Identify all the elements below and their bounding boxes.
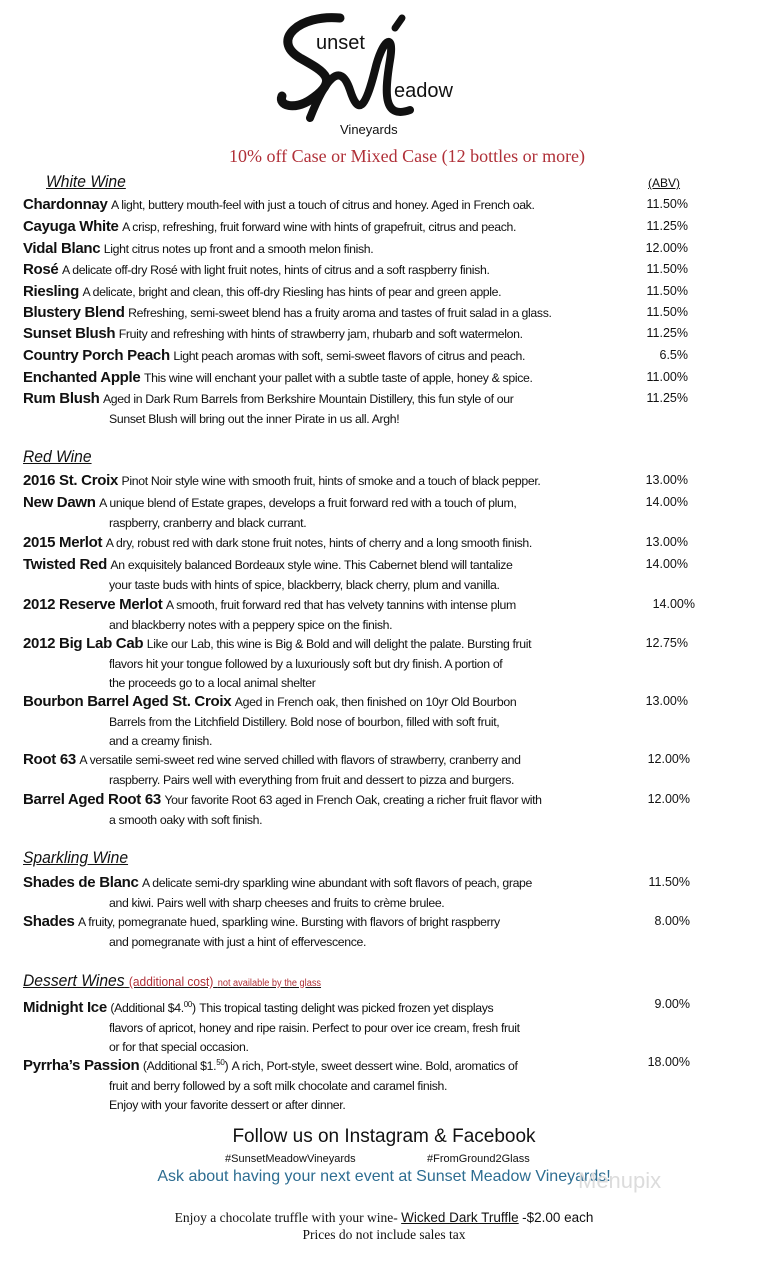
wine-description: Light peach aromas with soft, semi-sweet flavors of citrus and peach.: [173, 349, 526, 363]
wine-abv: 11.50%: [646, 284, 688, 298]
wine-item-line: [23, 217, 723, 238]
wine-description: Like our Lab, this wine is Big & Bold and will delight the palate. Bursting fruit: [146, 637, 532, 651]
wine-name: Pyrrha’s Passion: [23, 1057, 140, 1075]
wine-name: Chardonnay: [23, 196, 108, 213]
wine-abv: 12.75%: [645, 636, 688, 650]
wine-description-continued: Sunset Blush will bring out the inner Pirate in us all. Argh!: [109, 411, 400, 426]
wine-name: Country Porch Peach: [23, 347, 170, 364]
wine-description: A unique blend of Estate grapes, develops a fruit forward red with a touch of plum,: [99, 496, 517, 510]
wine-description: A smooth, fruit forward red that has velvety tannins with intense plum: [165, 598, 516, 612]
wine-item: [23, 595, 723, 635]
wine-item: [23, 493, 723, 533]
wine-description-continued: raspberry. Pairs well with everything from fruit and dessert to pizza and burgers.: [109, 772, 515, 787]
price-cents: 00: [183, 1000, 192, 1009]
price-prefix: (Additional $4.: [110, 1001, 184, 1016]
wine-item: [23, 750, 723, 790]
wine-description-continued: flavors hit your tongue followed by a luxuriously soft but dry finish. A portion of: [109, 656, 503, 671]
wine-name: Twisted Red: [23, 556, 107, 573]
wine-item: [23, 324, 723, 345]
wine-item: [23, 873, 723, 913]
wine-abv: 14.00%: [645, 495, 688, 509]
wine-description-continued: the proceeds go to a local animal shelter: [109, 676, 316, 690]
wine-description-continued: and pomegranate with just a hint of effervescence.: [109, 934, 367, 949]
sales-tax-note: Prices do not include sales tax: [302, 1227, 466, 1242]
wine-item: [23, 260, 723, 281]
wine-abv: 12.00%: [645, 241, 688, 255]
dessert-title-text: Dessert Wines: [23, 971, 125, 990]
wine-abv: 18.00%: [647, 1055, 690, 1069]
section-title-white-wine: White Wine: [46, 172, 126, 191]
wine-name: 2015 Merlot: [23, 534, 103, 551]
wine-description: A delicate semi-dry sparkling wine abundant with soft flavors of peach, grape: [142, 876, 533, 890]
wine-name: Rum Blush: [23, 390, 100, 407]
dessert-not-by-glass-note: not available by the glass: [217, 978, 322, 989]
dessert-additional-cost-note: (additional cost): [128, 974, 214, 989]
wine-item-line: [23, 368, 723, 389]
case-discount-promo: 10% off Case or Mixed Case (12 bottles or more): [228, 146, 586, 166]
wine-name: Shades de Blanc: [23, 874, 139, 891]
event-inquiry-text: Ask about having your next event at Sunset Meadow Vineyards!: [157, 1168, 611, 1185]
wine-item-line: [23, 282, 723, 303]
wine-item-line: [23, 750, 723, 771]
wine-description: Light citrus notes up front and a smooth melon finish.: [103, 242, 374, 256]
logo-word-sunset: unset: [316, 32, 365, 54]
wine-description-continued: or for that special occasion.: [109, 1040, 249, 1055]
watermark: Menupix: [578, 1168, 662, 1193]
wine-name: 2016 St. Croix: [23, 472, 119, 489]
truffle-prefix: Enjoy a chocolate truffle with your wine-: [174, 1210, 398, 1225]
wine-item: [23, 303, 723, 324]
logo-word-meadow: eadow: [394, 80, 453, 102]
wine-abv: 11.00%: [646, 370, 688, 384]
wine-description-continued: your taste buds with hints of spice, blackberry, black cherry, plum and vanilla.: [109, 577, 500, 592]
wine-item-line: [23, 389, 723, 410]
wine-name: Vidal Blanc: [23, 240, 101, 257]
wine-item: [23, 634, 723, 694]
wine-item-line: [23, 303, 723, 324]
wine-abv: 13.00%: [645, 473, 688, 487]
additional-price: [110, 1001, 195, 1015]
wine-name: Barrel Aged Root 63: [23, 791, 161, 808]
wine-name: Midnight Ice: [23, 999, 107, 1017]
wine-item: [23, 533, 723, 554]
wine-abv: 11.50%: [646, 305, 688, 319]
wine-item: [23, 471, 723, 492]
wine-description-continued: fruit and berry followed by a soft milk chocolate and caramel finish.: [109, 1078, 448, 1093]
hashtags: [225, 1153, 625, 1165]
price-suffix: ): [224, 1059, 229, 1074]
wine-item: [23, 995, 723, 1058]
wine-description-continued: a smooth oaky with soft finish.: [109, 812, 263, 827]
price-cents: 50: [216, 1058, 225, 1067]
truffle-offer: [0, 1210, 768, 1226]
wine-item-line: [23, 634, 723, 655]
wine-description-continued: and kiwi. Pairs well with sharp cheeses and fruits to crème brulee.: [109, 895, 445, 910]
abv-column-header: (ABV): [648, 176, 681, 190]
wine-name: Blustery Blend: [23, 304, 125, 321]
wine-abv: 14.00%: [652, 597, 695, 611]
wine-description: A versatile semi-sweet red wine served chilled with flavors of strawberry, cranberry and: [79, 753, 521, 767]
truffle-price: -$2.00 each: [522, 1210, 594, 1225]
wine-item-line: [23, 912, 723, 933]
wine-item-line: [23, 260, 723, 281]
wine-name: Sunset Blush: [23, 325, 116, 342]
wine-item-line: [23, 873, 723, 894]
wine-item: [23, 282, 723, 303]
wine-item-line: [23, 692, 723, 713]
wine-name: 2012 Reserve Merlot: [23, 596, 163, 613]
wine-item-line: [23, 555, 723, 576]
wine-item: [23, 555, 723, 595]
wine-item-line: [23, 790, 723, 811]
wine-item: [23, 195, 723, 216]
wine-description: Pinot Noir style wine with smooth fruit, hints of smoke and a touch of black pepper.: [121, 474, 541, 488]
truffle-name: Wicked Dark Truffle: [401, 1210, 519, 1225]
section-title-dessert-wines: [23, 971, 321, 991]
wine-description-continued: and a creamy finish.: [109, 734, 213, 748]
wine-item-line: [23, 346, 723, 367]
wine-description: This wine will enchant your pallet with a subtle taste of apple, honey & spice.: [143, 371, 533, 385]
wine-name: Rosé: [23, 261, 59, 278]
price-suffix: ): [191, 1001, 196, 1016]
wine-name: 2012 Big Lab Cab: [23, 635, 144, 652]
wine-abv: 9.00%: [654, 997, 690, 1011]
wine-abv: 6.5%: [659, 348, 688, 362]
wine-item: [23, 368, 723, 389]
wine-description: This tropical tasting delight was picked frozen yet displays: [199, 1001, 494, 1016]
wine-abv: 11.50%: [648, 875, 690, 889]
wine-item-line: [23, 533, 723, 554]
wine-item: [23, 239, 723, 260]
price-prefix: (Additional $1.: [142, 1059, 217, 1074]
wine-abv: 12.00%: [647, 792, 690, 806]
wine-item: [23, 346, 723, 367]
sunset-meadow-logo: [270, 10, 480, 142]
wine-description: Aged in French oak, then finished on 10yr Old Bourbon: [234, 695, 517, 709]
wine-description: An exquisitely balanced Bordeaux style wine. This Cabernet blend will tantalize: [110, 558, 513, 572]
wine-item-line: [23, 1053, 723, 1077]
wine-name: Root 63: [23, 751, 76, 768]
wine-description-continued: and blackberry notes with a peppery spice on the finish.: [109, 617, 393, 632]
wine-name: Bourbon Barrel Aged St. Croix: [23, 693, 232, 710]
wine-name: New Dawn: [23, 494, 96, 511]
additional-price: [143, 1059, 228, 1073]
wine-description-continued: Enjoy with your favorite dessert or after dinner.: [109, 1098, 346, 1113]
wine-item-line: [23, 324, 723, 345]
wine-description: Your favorite Root 63 aged in French Oak, creating a richer fruit flavor with: [164, 793, 542, 807]
wine-description: Refreshing, semi-sweet blend has a fruity aroma and tastes of fruit salad in a glass.: [128, 306, 552, 320]
wine-description: A light, buttery mouth-feel with just a touch of citrus and honey. Aged in French oak.: [111, 198, 535, 212]
hashtag-from-ground: #FromGround2Glass: [427, 1153, 530, 1165]
wine-abv: 11.50%: [646, 197, 688, 211]
wine-description: A rich, Port-style, sweet dessert wine. Bold, aromatics of: [231, 1059, 518, 1074]
wine-item-line: [23, 471, 723, 492]
wine-item: [23, 912, 723, 952]
wine-name: Enchanted Apple: [23, 369, 141, 386]
wine-item: [23, 790, 723, 830]
wine-item-line: [23, 493, 723, 514]
wine-abv: 13.00%: [645, 694, 688, 708]
social-follow-heading: Follow us on Instagram & Facebook: [232, 1126, 536, 1147]
wine-description: Fruity and refreshing with hints of strawberry jam, rhubarb and soft watermelon.: [118, 327, 523, 341]
wine-abv: 11.25%: [646, 391, 688, 405]
logo-word-vineyards: Vineyards: [340, 122, 398, 137]
wine-description-continued: flavors of apricot, honey and ripe raisin. Perfect to pour over ice cream, fresh fruit: [109, 1020, 520, 1035]
wine-abv: 12.00%: [647, 752, 690, 766]
wine-abv: 11.50%: [646, 262, 688, 276]
wine-name: Cayuga White: [23, 218, 119, 235]
wine-description-continued: Barrels from the Litchfield Distillery. Bold nose of bourbon, filled with soft fruit,: [109, 714, 500, 729]
wine-abv: 13.00%: [645, 535, 688, 549]
wine-abv: 14.00%: [645, 557, 688, 571]
wine-description: Aged in Dark Rum Barrels from Berkshire Mountain Distillery, this fun style of our: [102, 392, 514, 406]
wine-name: Shades: [23, 913, 75, 930]
wine-item: [23, 692, 723, 752]
section-title-red-wine: Red Wine: [23, 447, 92, 466]
wine-description: A dry, robust red with dark stone fruit notes, hints of cherry and a long smooth finish.: [105, 536, 532, 550]
wine-item: [23, 389, 723, 429]
wine-item: [23, 1053, 723, 1116]
wine-item-line: [23, 195, 723, 216]
wine-name: Riesling: [23, 283, 79, 300]
section-title-sparkling-wine: Sparkling Wine: [23, 848, 129, 867]
wine-item: [23, 217, 723, 238]
wine-description: A fruity, pomegranate hued, sparkling wine. Bursting with flavors of bright raspberry: [78, 915, 500, 929]
wine-abv: 8.00%: [654, 914, 690, 928]
wine-item-line: [23, 239, 723, 260]
wine-description-continued: raspberry, cranberry and black currant.: [109, 515, 307, 530]
wine-abv: 11.25%: [646, 219, 688, 233]
wine-abv: 11.25%: [646, 326, 688, 340]
wine-description: A delicate, bright and clean, this off-dry Riesling has hints of pear and green apple.: [82, 285, 502, 299]
wine-item-line: [23, 595, 723, 616]
wine-description: A crisp, refreshing, fruit forward wine with hints of grapefruit, citrus and peach.: [122, 220, 517, 234]
hashtag-sunset-meadow: #SunsetMeadowVineyards: [225, 1153, 356, 1165]
wine-description: A delicate off-dry Rosé with light fruit notes, hints of citrus and a soft raspberry finish.: [61, 263, 490, 277]
wine-item-line: [23, 995, 723, 1019]
